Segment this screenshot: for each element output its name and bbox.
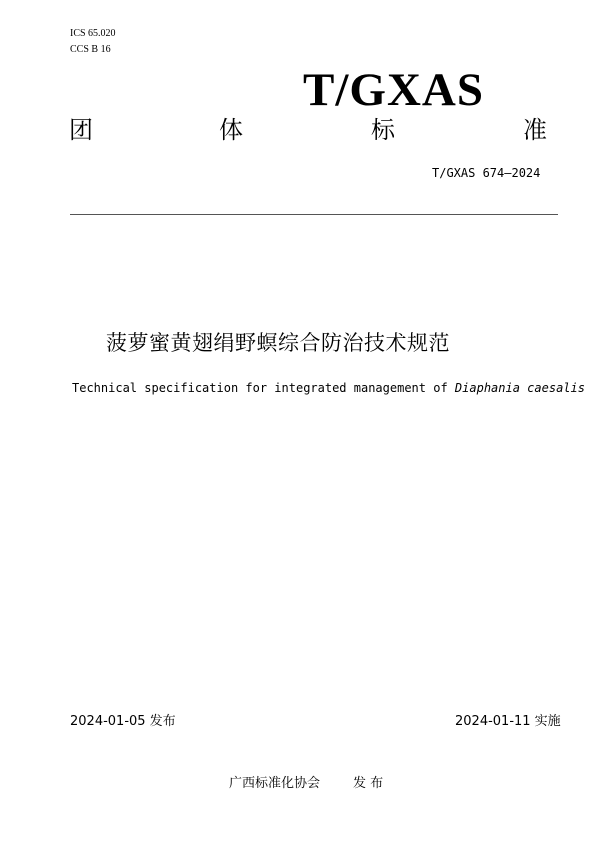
title-english-prefix: Technical specification for integrated management of: [72, 381, 448, 395]
header-divider: [70, 214, 558, 215]
publisher-name: 广西标准化协会: [229, 776, 321, 791]
title-english-species: Diaphania caesalis: [454, 381, 585, 395]
publisher-action: 发 布: [353, 776, 384, 791]
standard-type-char-1: 团: [69, 116, 93, 144]
standard-logo: T/GXAS: [303, 64, 484, 116]
issue-date: 2024-01-05 发布: [70, 714, 176, 729]
standard-type-char-2: 体: [219, 116, 243, 144]
title-english: [72, 381, 585, 395]
standard-type-char-3: 标: [371, 116, 395, 144]
implement-date: 2024-01-11 实施: [455, 714, 561, 729]
title-chinese: 菠萝蜜黄翅绢野螟综合防治技术规范: [106, 331, 450, 355]
ics-code: ICS 65.020: [70, 28, 116, 39]
standard-number: T/GXAS 674—2024: [432, 166, 541, 180]
standard-type-char-4: 准: [523, 116, 547, 144]
ccs-code: CCS B 16: [70, 44, 111, 55]
